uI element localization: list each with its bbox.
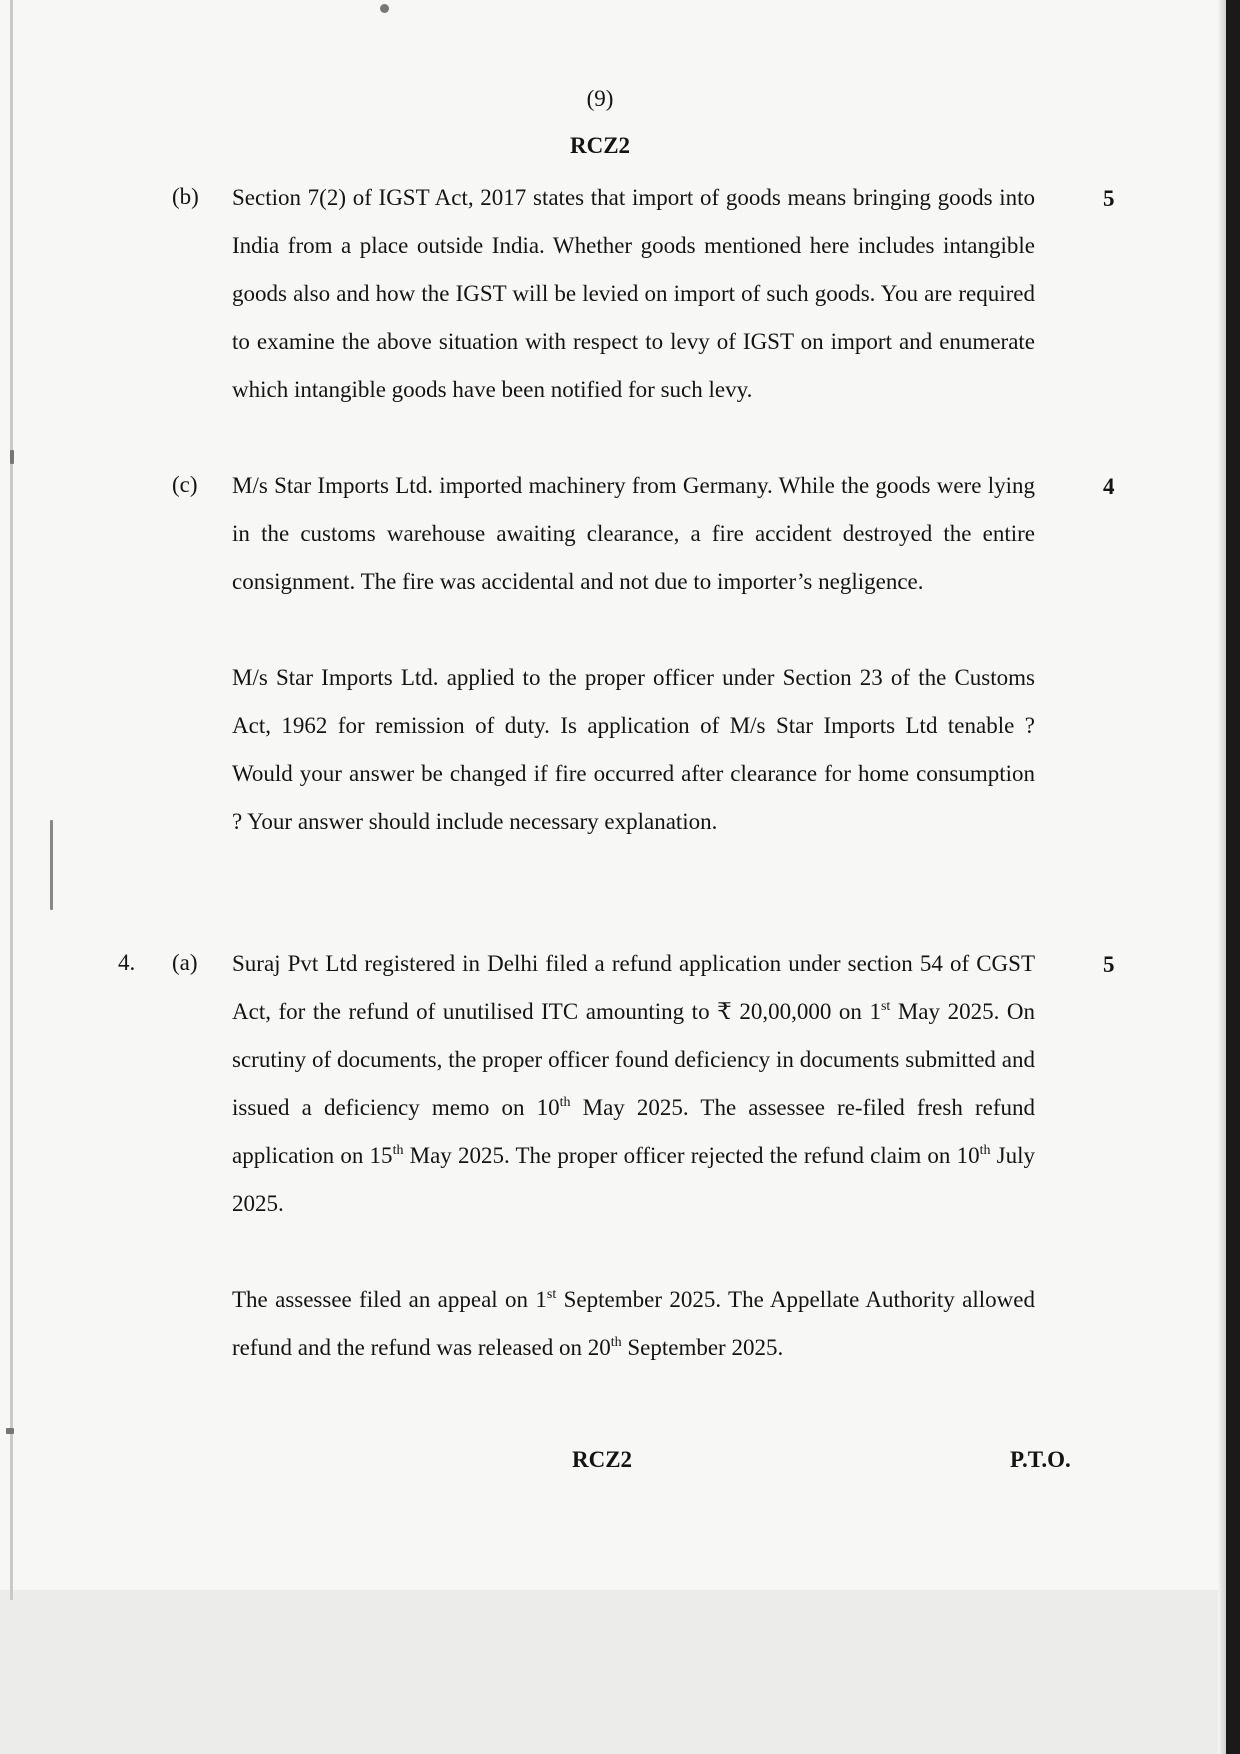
question-paragraph: Section 7(2) of IGST Act, 2017 states that import of goods means bringing goods into India from a place outside India. Whether goods mentioned here includes intangible goods also and how the IGST will be levied on import of such goods. You are required to examine the above situation with respect to levy of IGST on import and enumerate which intangible goods have been notified for such levy. [232,185,1035,402]
page-left-edge [10,0,13,1600]
scan-speck [10,450,14,464]
question-number: 4. [118,950,136,975]
question-paragraph: M/s Star Imports Ltd. applied to the proper officer under Section 23 of the Customs Act, 1962 for remission of duty. Is application of M/s Star Imports Ltd tenable ? Would your answer be changed if fire occurred after clearance for home consumption ? Your answer should include necessary explanation. [232,665,1035,834]
scan-speck [6,1428,14,1434]
question-paragraph: Suraj Pvt Ltd registered in Delhi filed a refund application under section 54 of CGST Act, for the refund of unutilised ITC amounting to ₹ 20,00,000 on 1st May 2025. On scrutiny of documents, the proper officer found deficiency in documents submitted and issued a deficiency memo on 10th May 2025. The assessee re-filed fresh refund application on 15th May 2025. The proper officer rejected the refund claim on 10th July 2025. [232,951,1036,1216]
scan-speck [380,4,389,13]
marks-value: 5 [1103,186,1115,211]
question-paragraph: The assessee filed an appeal on 1st September 2025. The Appellate Authority allowed refund and the refund was released on 20th September 2025. [232,1287,1035,1360]
paper-code-footer: RCZ2 [572,1447,633,1472]
question-part-label: (c) [172,472,198,497]
question-part-label: (b) [172,184,199,209]
marks-value: 4 [1103,474,1115,499]
scan-speck [50,820,53,910]
marks-value: 5 [1103,952,1115,977]
question-paragraph: M/s Star Imports Ltd. imported machinery from Germany. While the goods were lying in the customs warehouse awaiting clearance, a fire accident destroyed the entire consignment. The fire was accidental and not due to importer’s negligence. [232,473,1035,594]
pto-label: P.T.O. [1010,1447,1071,1472]
scan-right-border [1226,0,1240,1754]
question-part-label: (a) [172,950,198,975]
scan-shade [0,1590,1226,1754]
page-number: (9) [586,86,614,111]
paper-code-header: RCZ2 [569,133,631,158]
page-right-shadow [1218,0,1226,1754]
